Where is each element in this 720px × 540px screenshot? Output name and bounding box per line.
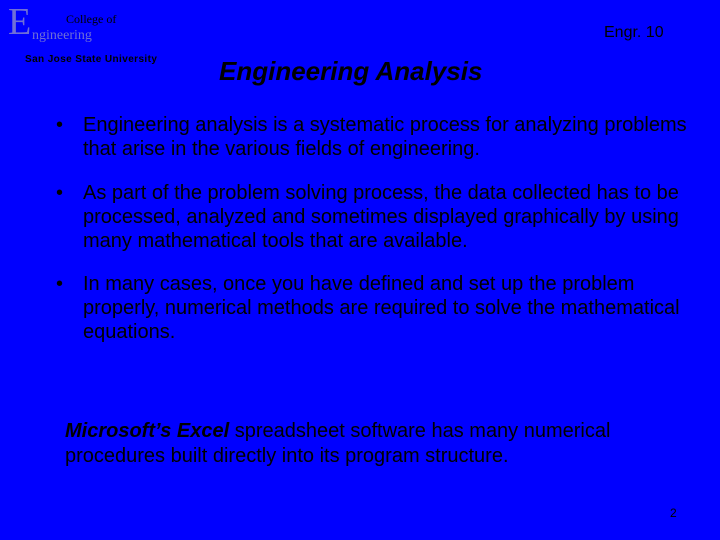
logo-college-text: College of	[66, 12, 117, 26]
logo-engineering-text: ngineering	[32, 28, 92, 43]
bullet-list	[56, 113, 696, 344]
bullet-item	[56, 113, 696, 161]
closing-statement	[65, 419, 685, 469]
slide-title: Engineering Analysis	[219, 56, 483, 86]
bullet-marker: •	[56, 114, 64, 136]
bullet-text: As part of the problem solving process, the data collected has to be processed, analyzed and sometimes displayed graphically by using many mathematical tools that are available.	[83, 182, 679, 252]
college-logo	[8, 1, 178, 66]
bullet-item	[56, 181, 696, 253]
bullet-marker: •	[56, 182, 64, 204]
logo-initial: E	[8, 1, 32, 43]
closing-emphasis: Microsoft’s Excel	[65, 420, 230, 442]
university-name: San Jose State University	[25, 54, 158, 65]
bullet-text: In many cases, once you have defined and set up the problem properly, numerical methods are required to solve the mathematical equations.	[83, 273, 680, 343]
bullet-text: Engineering analysis is a systematic process for analyzing problems that arise in the various fields of engineering.	[83, 114, 687, 160]
closing-text: spreadsheet software has many numerical procedures built directly into its program structure.	[65, 420, 611, 467]
course-code: Engr. 10	[604, 24, 664, 41]
bullet-item	[56, 272, 696, 344]
page-number: 2	[670, 506, 677, 520]
bullet-marker: •	[56, 273, 64, 295]
